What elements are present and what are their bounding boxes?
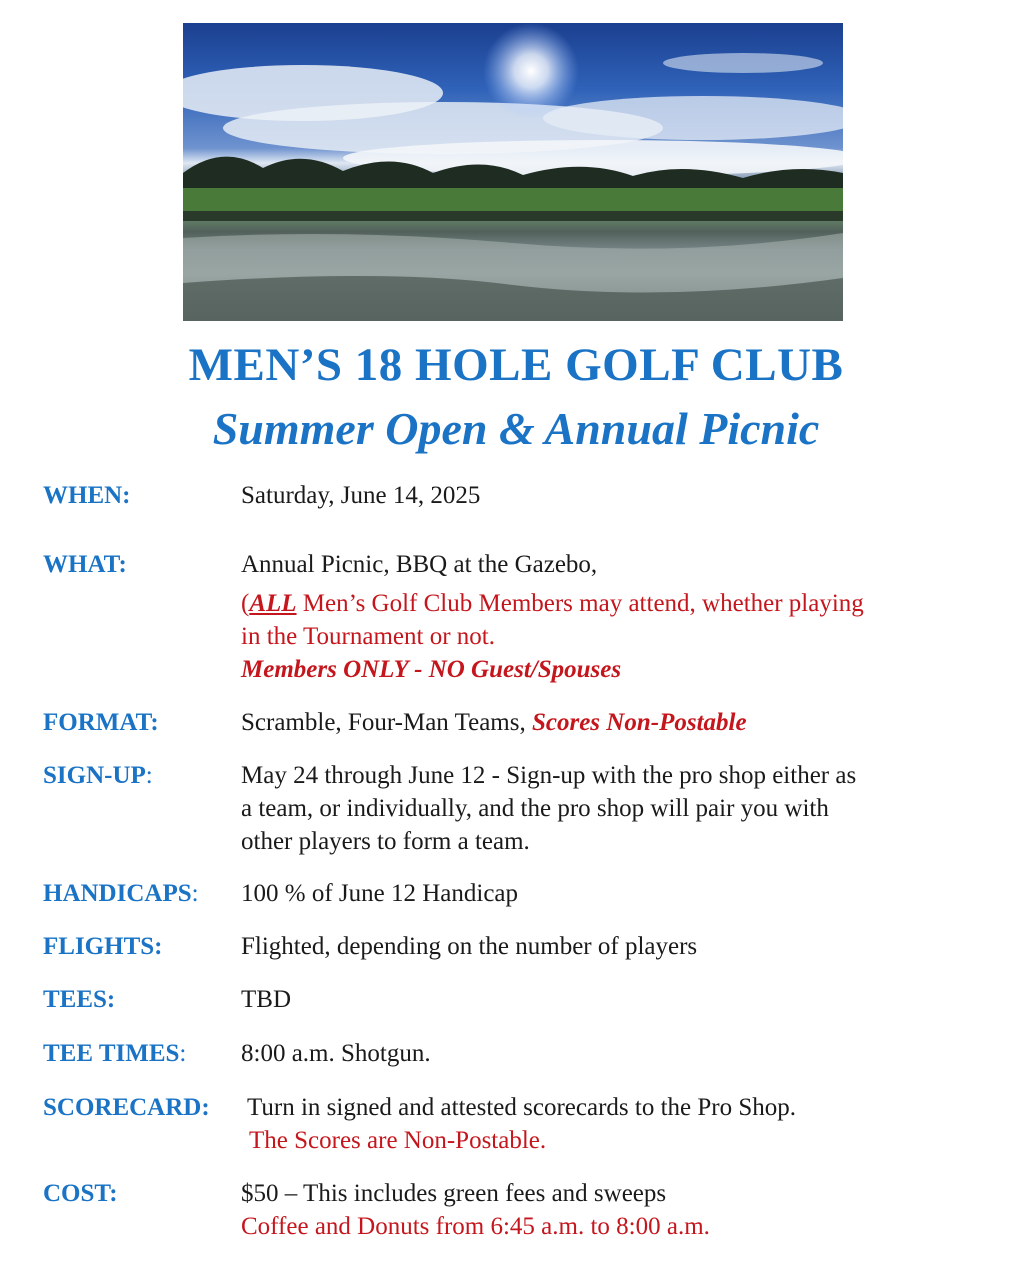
format-label: FORMAT: bbox=[43, 709, 159, 736]
tee-times-colon: : bbox=[179, 1040, 187, 1067]
scorecard-label: SCORECARD: bbox=[43, 1094, 210, 1121]
signup-line-2: a team, or individually, and the pro shop will pair you with bbox=[241, 795, 829, 822]
page-subtitle: Summer Open & Annual Picnic bbox=[212, 403, 820, 454]
format-note: Scores Non-Postable bbox=[531, 709, 747, 736]
cost-label: COST: bbox=[43, 1180, 118, 1207]
what-line-2 bbox=[241, 587, 864, 620]
tee-times-value: 8:00 a.m. Shotgun. bbox=[241, 1040, 431, 1067]
what-line-2-rest: Men’s Golf Club Members may attend, whether playing bbox=[296, 590, 864, 617]
cost-line-2: Coffee and Donuts from 6:45 a.m. to 8:00 a.m. bbox=[241, 1213, 710, 1240]
scorecard-line-2: The Scores are Non-Postable. bbox=[249, 1127, 547, 1154]
photo-artwork bbox=[183, 23, 843, 321]
flights-value: Flighted, depending on the number of players bbox=[241, 933, 698, 960]
when-value: Saturday, June 14, 2025 bbox=[241, 482, 481, 509]
when-label: WHEN: bbox=[43, 482, 131, 509]
tee-times-label-text: TEE TIMES bbox=[43, 1040, 180, 1067]
handicaps-label-text: HANDICAPS bbox=[43, 880, 192, 907]
tee-times-label bbox=[43, 1040, 186, 1068]
what-open-paren: ( bbox=[241, 590, 250, 617]
what-all-emphasis: ALL bbox=[249, 590, 297, 617]
page-title: MEN’S 18 HOLE GOLF CLUB bbox=[188, 339, 844, 391]
what-members-only: Members ONLY - NO Guest/Spouses bbox=[241, 656, 622, 683]
signup-line-1: May 24 through June 12 - Sign-up with the pro shop either as bbox=[241, 762, 857, 789]
what-line-3: in the Tournament or not. bbox=[241, 623, 495, 650]
cost-line-1: $50 – This includes green fees and sweeps bbox=[241, 1180, 667, 1207]
flights-label: FLIGHTS: bbox=[43, 933, 163, 960]
signup-line-3: other players to form a team. bbox=[241, 828, 530, 855]
format-text: Scramble, Four-Man Teams, bbox=[241, 709, 532, 736]
signup-label bbox=[43, 762, 153, 790]
signup-label-text: SIGN-UP bbox=[43, 762, 146, 789]
handicaps-label bbox=[43, 880, 199, 908]
handicaps-colon: : bbox=[191, 880, 199, 907]
signup-colon: : bbox=[145, 762, 153, 789]
what-line-1: Annual Picnic, BBQ at the Gazebo, bbox=[241, 551, 598, 578]
tees-label: TEES: bbox=[43, 986, 116, 1013]
format-value bbox=[241, 706, 747, 739]
handicaps-value: 100 % of June 12 Handicap bbox=[241, 880, 519, 907]
scorecard-line-1: Turn in signed and attested scorecards to the Pro Shop. bbox=[247, 1094, 796, 1121]
what-label: WHAT: bbox=[43, 551, 127, 578]
tees-value: TBD bbox=[241, 986, 291, 1013]
golf-course-lake-photo bbox=[183, 23, 843, 321]
